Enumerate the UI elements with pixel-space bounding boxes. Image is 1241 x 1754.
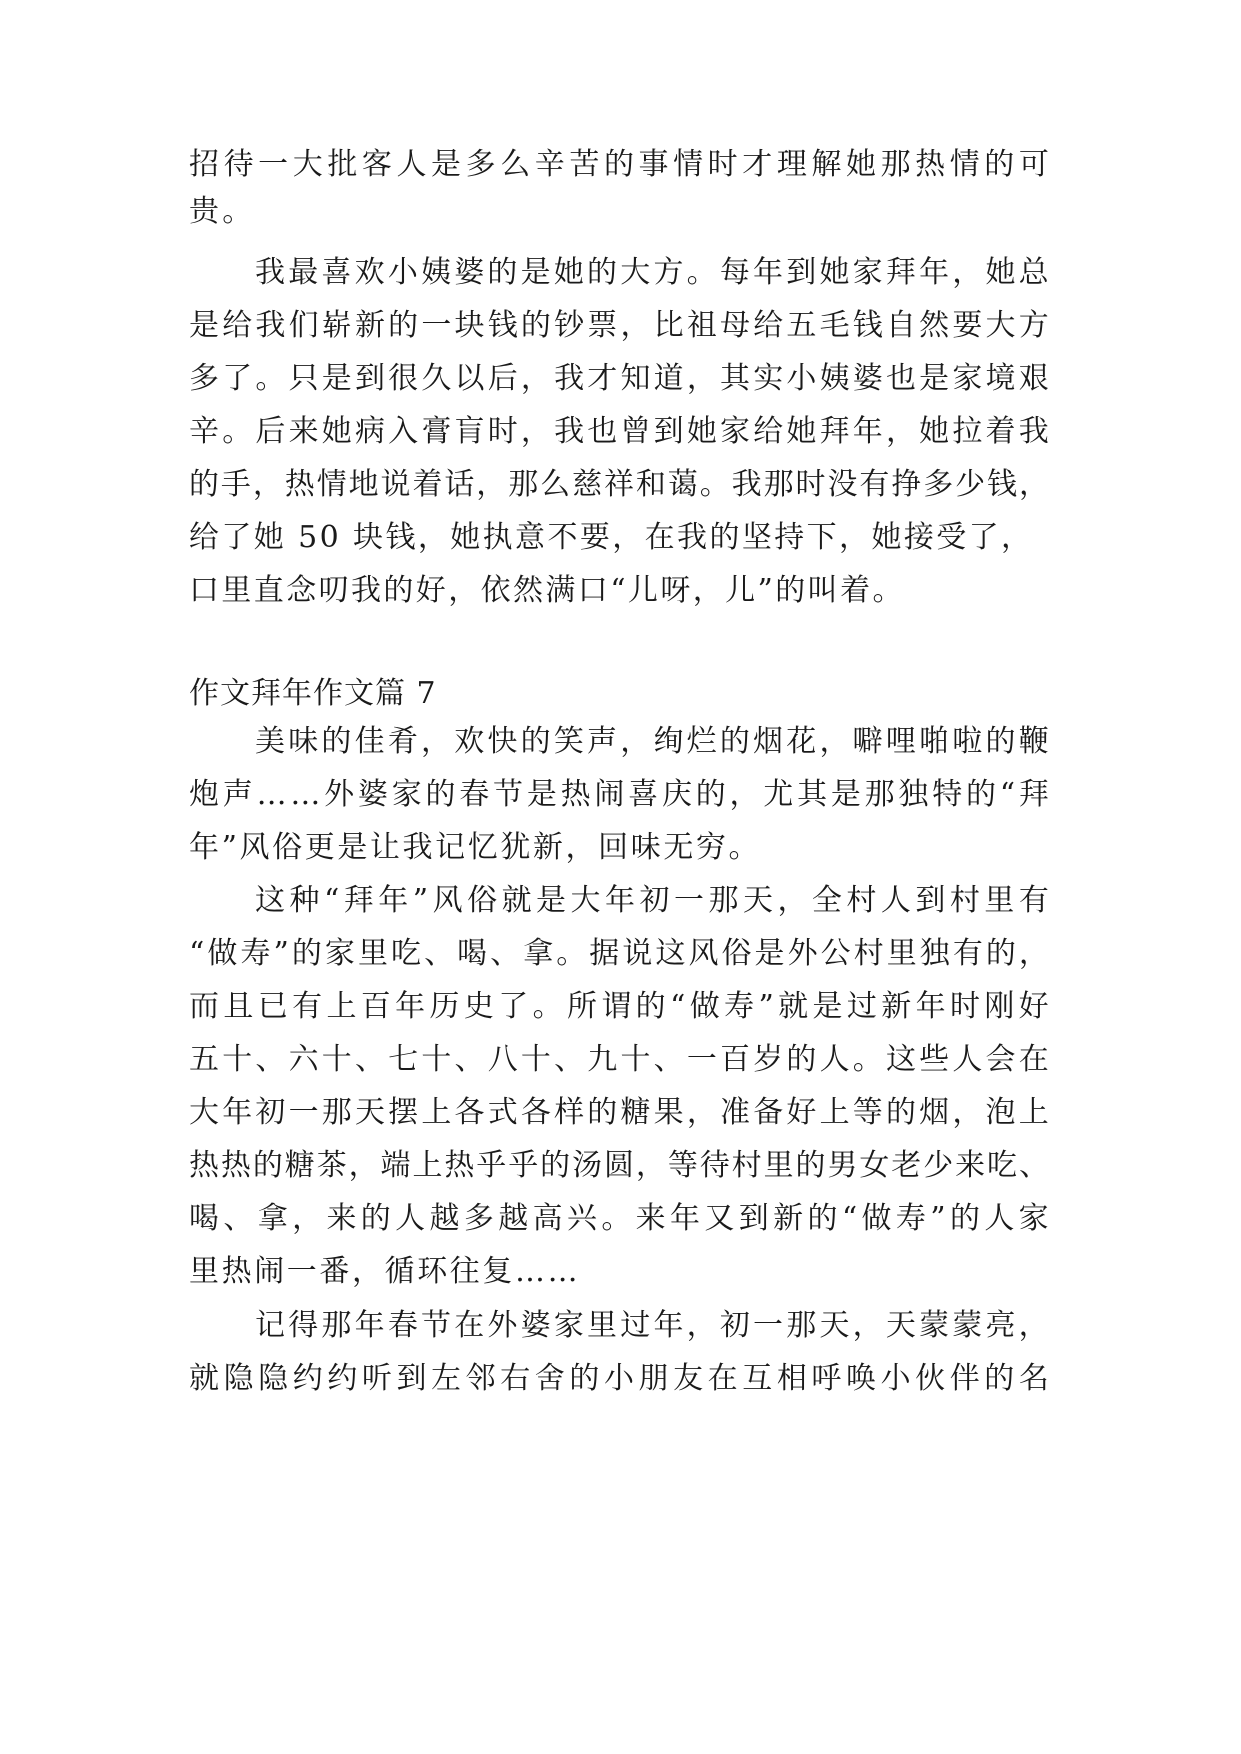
text-line: 我 最 喜 欢 小 姨 婆 的 是 她 的 大 方 。 每 年 到 她 家 拜 年 ， 她 总 [255,255,1049,290]
text-line: “ 做 寿 ” 的 家 里 吃 、 喝 、 拿 。 据 说 这 风 俗 是 外 公 村 里 独 有 的 ， [189,936,1049,971]
text-line: 大 年 初 一 那 天 摆 上 各 式 各 样 的 糖 果 ， 准 备 好 上 等 的 烟 ， 泡 上 [189,1095,1049,1130]
text-line: 美 味 的 佳 肴 ， 欢 快 的 笑 声 ， 绚 烂 的 烟 花 ， 噼 哩 啪 啦 的 鞭 [255,724,1049,759]
text-line: 记 得 那 年 春 节 在 外 婆 家 里 过 年 ， 初 一 那 天 ， 天 蒙 蒙 亮 ， [255,1308,1049,1343]
text-line: 贵。 [189,194,256,229]
text-line: 辛 。 后 来 她 病 入 膏 肓 时 ， 我 也 曾 到 她 家 给 她 拜 年 ， 她 拉 着 我 [189,414,1049,449]
text-line: 五 十 、 六 十 、 七 十 、 八 十 、 九 十 、 一 百 岁 的 人 。 这 些 人 会 在 [189,1042,1049,1077]
text-line: 而 且 已 有 上 百 年 历 史 了 。 所 谓 的 “ 做 寿 ” 就 是 过 新 年 时 刚 好 [189,989,1049,1024]
text-line: 就 隐 隐 约 约 听 到 左 邻 右 舍 的 小 朋 友 在 互 相 呼 唤 小 伙 伴 的 名 [189,1361,1049,1396]
text-line: 是 给 我 们 崭 新 的 一 块 钱 的 钞 票 ， 比 祖 母 给 五 毛 钱 自 然 要 大 方 [189,308,1049,343]
text-line: 招 待 一 大 批 客 人 是 多 么 辛 苦 的 事 情 时 才 理 解 她 那 热 情 的 可 [189,147,1049,182]
text-line: 多 了 。 只 是 到 很 久 以 后 ， 我 才 知 道 ， 其 实 小 姨 婆 也 是 家 境 艰 [189,361,1049,396]
text-line: 给了她 50 块钱，她执意不要，在我的坚持下，她接受了， [189,520,1034,555]
text-line: 热 热 的 糖 茶 ， 端 上 热 乎 乎 的 汤 圆 ， 等 待 村 里 的 男 女 老 少 来 吃 、 [189,1148,1049,1183]
text-line: 喝 、 拿 ， 来 的 人 越 多 越 高 兴 。 来 年 又 到 新 的 “ 做 寿 ” 的 人 家 [189,1201,1049,1236]
text-line: 年”风俗更是让我记忆犹新，回味无穷。 [189,830,762,865]
text-line: 里热闹一番，循环往复…… [189,1254,581,1289]
text-line: 口里直念叨我的好，依然满口“儿呀，儿”的叫着。 [189,573,905,608]
text-line: 这 种 “ 拜 年 ” 风 俗 就 是 大 年 初 一 那 天 ， 全 村 人 到 村 里 有 [255,883,1049,918]
text-line: 的 手 ， 热 情 地 说 着 话 ， 那 么 慈 祥 和 蔼 。 我 那 时 没 有 挣 多 少 钱 ， [189,467,1049,502]
text-line: 炮 声 … … 外 婆 家 的 春 节 是 热 闹 喜 庆 的 ， 尤 其 是 那 独 特 的 “ 拜 [189,777,1049,812]
section-heading: 作文拜年作文篇 7 [189,676,437,711]
